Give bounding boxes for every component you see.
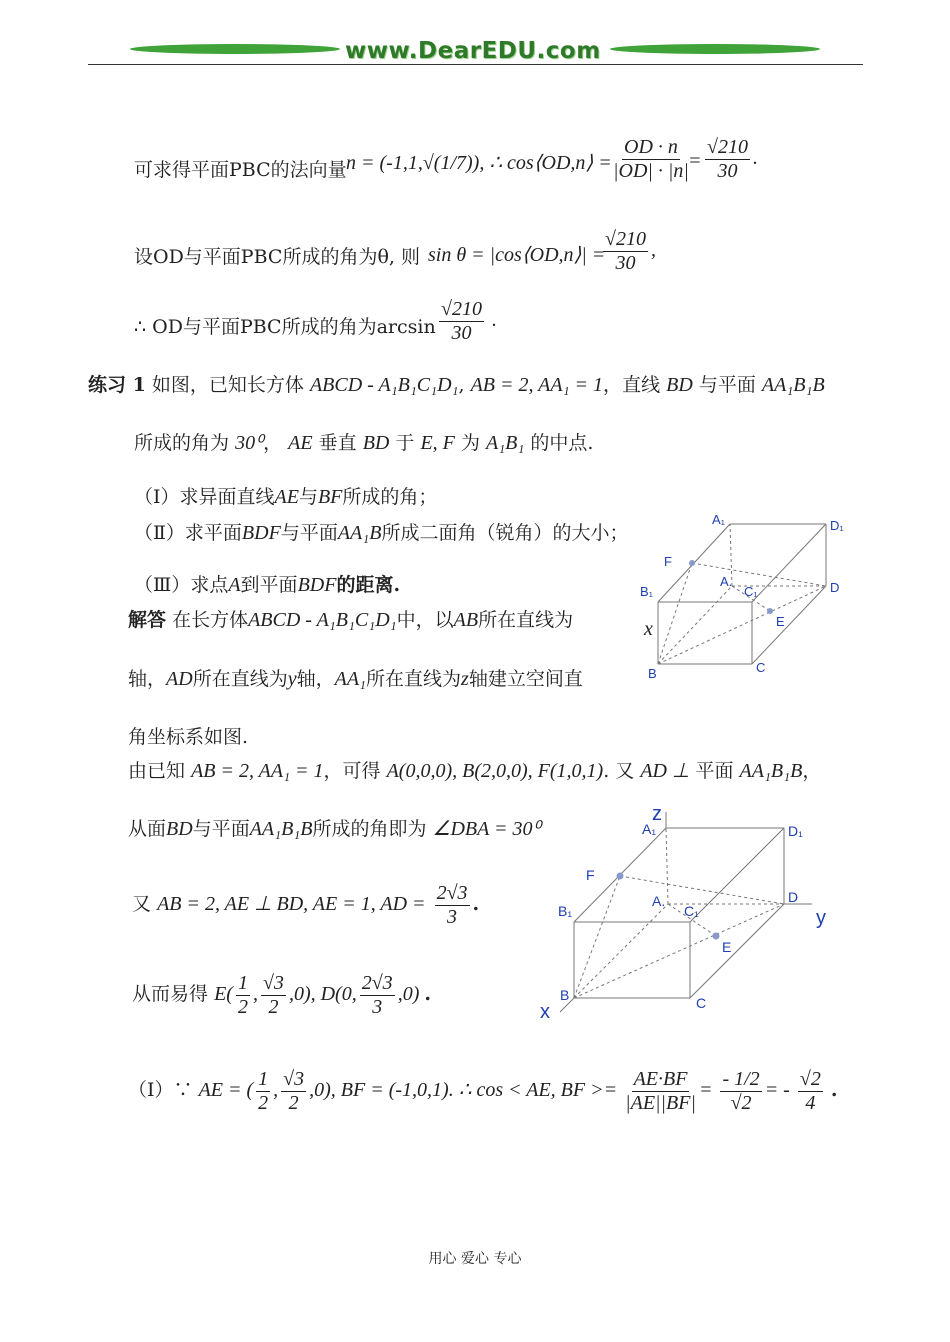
- fig1-label-b1: B₁: [640, 584, 654, 599]
- line1-result: $\frac{√210}{30}$ .: [707, 136, 758, 182]
- fig1-label-a1: A₁: [712, 512, 726, 527]
- fig2-label-c1: C₁: [684, 903, 699, 919]
- line1-fraction: $\frac{OD \cdot n}{|OD| \cdot |n|}$: [613, 136, 689, 182]
- fig1-label-c1: C₁: [744, 584, 758, 599]
- problem-line1: 练习 1 如图，已知长方体 ABCD - A₁B₁C₁D₁, AB = 2, AA₁ = 1，直线 BD 与平面 AA₁B₁B: [88, 374, 825, 396]
- line2-result: $\frac{√210}{30}$ ,: [605, 228, 656, 274]
- fig2-label-d: D: [788, 889, 799, 905]
- question-2: （Ⅱ）求平面BDF与平面AA₁B所成二面角（锐角）的大小；: [134, 522, 629, 544]
- fig1-label-a: A.: [720, 574, 733, 589]
- fig1-label-d: D: [830, 580, 840, 595]
- line1-eq: =: [688, 150, 702, 172]
- line3-result: $\frac{√210}{30}$ .: [441, 298, 497, 344]
- problem-line2: 所成的角为 30⁰， AE 垂直 BD 于 E, F 为 A₁B₁ 的中点.: [134, 432, 594, 454]
- fig1-label-e: E: [776, 614, 785, 629]
- solution-x: x: [644, 618, 653, 640]
- fig2-label-x: x: [540, 1001, 550, 1023]
- solution-line5: 从面BD与平面AA₁B₁B所成的角即为 ∠DBA = 30⁰: [128, 818, 541, 840]
- fig2-label-f: F: [586, 867, 595, 883]
- fig2-label-a: A.: [652, 893, 666, 909]
- fig2-label-e: E: [722, 939, 732, 955]
- question-1: （Ⅰ）求异面直线AE与BF所成的角；: [134, 486, 438, 508]
- solution-line6: 又 AB = 2, AE ⊥ BD, AE = 1, AD = $\frac{2√3}{3}$ .: [132, 882, 480, 928]
- line2-sin: sin θ = |cos⟨OD,n⟩| =: [428, 244, 606, 266]
- fig2-label-a1: A₁: [642, 821, 657, 837]
- fig1-label-c: C: [756, 660, 766, 675]
- line3-text: ∴ OD与平面PBC所成的角为arcsin: [134, 316, 436, 338]
- fig2-label-b1: B₁: [558, 903, 573, 919]
- line1-text: 可求得平面PBC的法向量: [134, 159, 347, 181]
- fig2-label-d1: D₁: [788, 823, 803, 839]
- solution-line8: （Ⅰ）∵ AE = ( $\frac{1}{2}$ , $\frac{√3}{2}$ ,0), BF = (-1,0,1). ∴ cos < AE, BF >= $\frac{AE\cdot BF}{|AE||BF|}$ = $\frac{- 1/2}{√2}$ = - $\frac{√2}{4}$ .: [128, 1068, 838, 1114]
- solution-line3: 角坐标系如图.: [128, 726, 249, 748]
- figure1-cuboid: [630, 508, 860, 688]
- line1-vector: n = (-1,1,√(1/7)), ∴ cos⟨OD,n⟩ =: [346, 152, 612, 174]
- figure2-coordinate-cuboid: [530, 800, 850, 1030]
- fig2-label-z: z: [652, 803, 662, 825]
- brand-logo[interactable]: www.DearEDU.com: [345, 38, 601, 64]
- solution-line7: 从而易得 E( $\frac{1}{2}$ , $\frac{√3}{2}$ ,0), D(0, $\frac{2√3}{3}$ ,0) .: [132, 972, 431, 1018]
- fig1-label-b: B: [648, 666, 657, 681]
- fig2-label-b: B: [560, 987, 570, 1003]
- fig1-label-d1: D₁: [830, 518, 844, 533]
- fig1-label-f: F: [664, 554, 672, 569]
- header-left-leaf: [130, 44, 340, 54]
- solution-line2: 轴，AD所在直线为y轴，AA₁所在直线为z轴建立空间直: [128, 668, 583, 690]
- fig2-label-y: y: [816, 907, 826, 929]
- line2-text: 设OD与平面PBC所成的角为θ, 则: [134, 246, 420, 268]
- fig2-label-c: C: [696, 995, 707, 1011]
- solution-line4: 由已知 AB = 2, AA₁ = 1，可得 A(0,0,0), B(2,0,0), F(1,0,1). 又 AD ⊥ 平面 AA₁B₁B，: [128, 760, 822, 782]
- header-rule: [88, 64, 863, 65]
- footer-text: 用心 爱心 专心: [428, 1251, 522, 1267]
- question-3: （Ⅲ）求点A到平面BDF的距离.: [134, 574, 401, 596]
- solution-line1: 解答 在长方体ABCD - A₁B₁C₁D₁中，以AB所在直线为: [128, 609, 574, 631]
- header-right-leaf: [610, 44, 820, 54]
